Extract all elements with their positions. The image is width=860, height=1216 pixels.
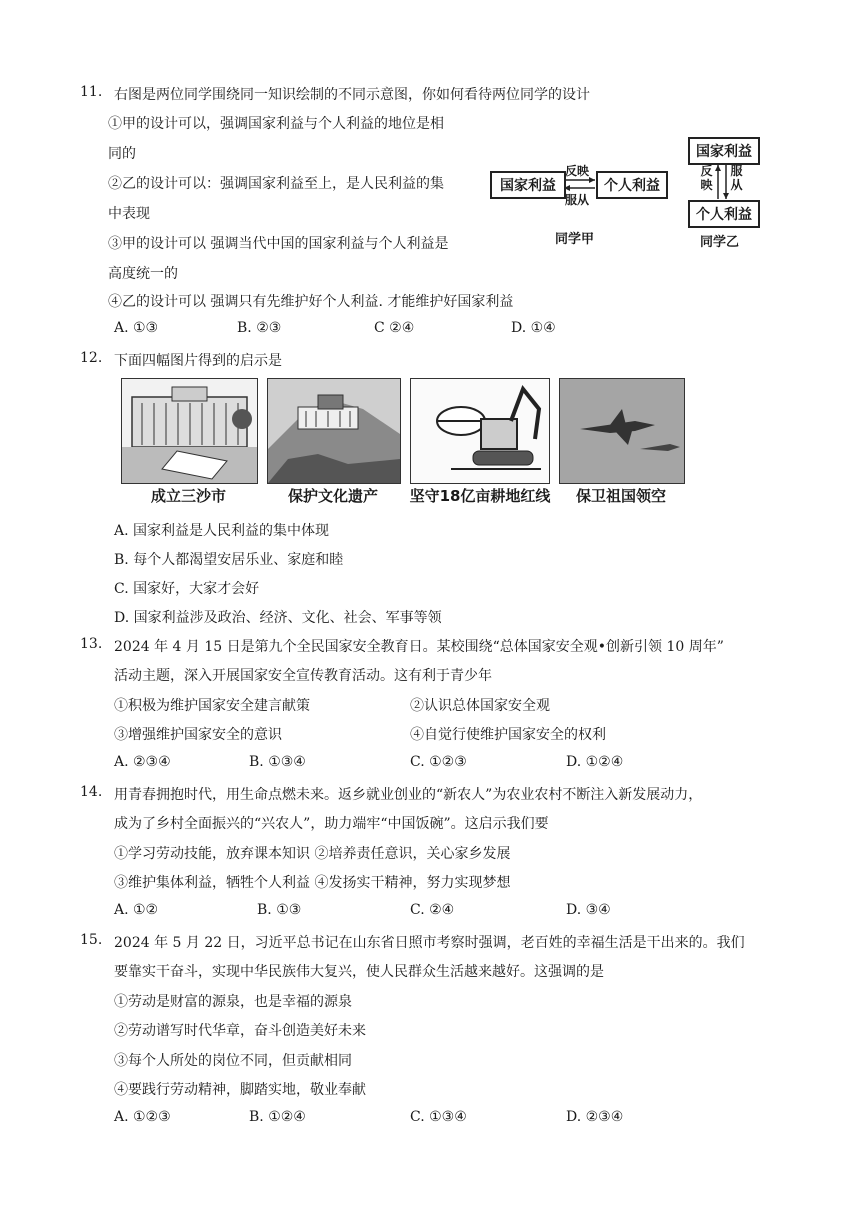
statement-item: ③增强维护国家安全的意识 — [114, 727, 282, 743]
choice-d[interactable]: D. 国家利益涉及政治、经济、文化、社会、军事等领 — [114, 610, 442, 626]
statement-line: ④乙的设计可以 强调只有先维护好个人利益. 才能维护好国家利益 — [108, 294, 514, 310]
box-personal-interest: 个人利益 — [688, 200, 760, 228]
statement-item: ④自觉行使维护国家安全的权利 — [410, 727, 606, 743]
airspace-defense-image — [559, 378, 685, 484]
image-caption: 保护文化遗产 — [287, 487, 378, 505]
question-stem: 2024 年 4 月 15 日是第九个全民国家安全教育日。某校围绕“总体国家安全观•创新引领 10 周年” — [114, 639, 724, 655]
question-number: 14. — [80, 784, 103, 800]
question-number: 11. — [80, 84, 103, 100]
choice-a[interactable]: A. ①③ — [114, 320, 159, 336]
question-stem: 右图是两位同学围绕同一知识绘制的不同示意图，你如何看待两位同学的设计 — [114, 87, 590, 103]
statement-item: ②劳动谱写时代华章，奋斗创造美好未来 — [114, 1023, 366, 1039]
question-stem: 用青春拥抱时代，用生命点燃未来。返乡就业创业的“新农人”为农业农村不断注入新发展动力， — [114, 787, 703, 803]
arrow-label-obey: 服从 — [730, 164, 743, 192]
question-stem: 成为了乡村全面振兴的“兴农人”，助力端牢“中国饭碗”。这启示我们要 — [114, 816, 549, 832]
image-caption: 成立三沙市 — [150, 487, 226, 505]
diagram-caption: 同学甲 — [555, 232, 595, 247]
statement-item: ①劳动是财富的源泉，也是幸福的源泉 — [114, 994, 352, 1010]
double-arrow-icon — [713, 162, 731, 202]
statement-item: ③每个人所处的岗位不同，但贡献相同 — [114, 1053, 352, 1069]
box-national-interest: 国家利益 — [490, 171, 566, 199]
choice-d[interactable]: D. ②③④ — [566, 1109, 624, 1125]
statement-line: ③维护集体利益，牺牲个人利益 ④发扬实干精神，努力实现梦想 — [114, 875, 511, 891]
box-national-interest: 国家利益 — [688, 137, 760, 165]
choice-b[interactable]: B. ②③ — [237, 320, 282, 336]
choice-a[interactable]: A. ①②③ — [114, 1109, 171, 1125]
statement-line: ③甲的设计可以 强调当代中国的国家利益与个人利益是 — [108, 236, 449, 252]
arrow-label-reflect: 反映 — [565, 164, 590, 178]
question-stem: 活动主题，深入开展国家安全宣传教育活动。这有利于青少年 — [114, 668, 492, 684]
farmland-redline-image — [410, 378, 550, 484]
statement-line: 中表现 — [108, 206, 150, 222]
choice-c[interactable]: C ②④ — [374, 320, 415, 336]
choice-b[interactable]: B. 每个人都渴望安居乐业、家庭和睦 — [114, 552, 344, 568]
choice-d[interactable]: D. ③④ — [566, 902, 611, 918]
cultural-heritage-image — [267, 378, 401, 484]
double-arrow-icon — [562, 175, 598, 193]
statement-item: ④要践行劳动精神，脚踏实地，敬业奉献 — [114, 1082, 366, 1098]
image-caption: 保卫祖国领空 — [575, 487, 666, 505]
choice-c[interactable]: C. ①②③ — [410, 754, 467, 770]
diagram-caption: 同学乙 — [700, 235, 740, 250]
choice-d[interactable]: D. ①④ — [511, 320, 556, 336]
choice-a[interactable]: A. ②③④ — [114, 754, 171, 770]
question-number: 15. — [80, 932, 103, 948]
choice-b[interactable]: B. ①③ — [257, 902, 302, 918]
statement-item: ②认识总体国家安全观 — [410, 698, 550, 714]
statement-line: ①学习劳动技能，放弃课本知识 ②培养责任意识，关心家乡发展 — [114, 846, 511, 862]
choice-b[interactable]: B. ①③④ — [249, 754, 306, 770]
box-personal-interest: 个人利益 — [596, 171, 668, 199]
choice-a[interactable]: A. ①② — [114, 902, 159, 918]
choice-a[interactable]: A. 国家利益是人民利益的集中体现 — [114, 523, 330, 539]
sansha-city-image — [121, 378, 258, 484]
question-number: 12. — [80, 350, 103, 366]
arrow-label-reflect: 反映 — [700, 164, 713, 192]
choice-b[interactable]: B. ①②④ — [249, 1109, 306, 1125]
image-caption: 坚守18亿亩耕地红线 — [409, 487, 551, 505]
choice-c[interactable]: C. 国家好，大家才会好 — [114, 581, 260, 597]
choice-c[interactable]: C. ②④ — [410, 902, 455, 918]
statement-line: 高度统一的 — [108, 266, 178, 282]
arrow-label-obey: 服从 — [565, 193, 590, 207]
question-stem: 下面四幅图片得到的启示是 — [114, 353, 282, 369]
question-stem: 2024 年 5 月 22 日，习近平总书记在山东省日照市考察时强调，老百姓的幸福生活是干出来的。我们 — [114, 935, 745, 951]
statement-item: ①积极为维护国家安全建言献策 — [114, 698, 310, 714]
question-stem: 要靠实干奋斗，实现中华民族伟大复兴，使人民群众生活越来越好。这强调的是 — [114, 964, 604, 980]
statement-line: 同的 — [108, 146, 136, 162]
choice-c[interactable]: C. ①③④ — [410, 1109, 467, 1125]
statement-line: ②乙的设计可以：强调国家利益至上，是人民利益的集 — [108, 176, 444, 192]
question-number: 13. — [80, 636, 103, 652]
statement-line: ①甲的设计可以，强调国家利益与个人利益的地位是相 — [108, 116, 444, 132]
choice-d[interactable]: D. ①②④ — [566, 754, 624, 770]
